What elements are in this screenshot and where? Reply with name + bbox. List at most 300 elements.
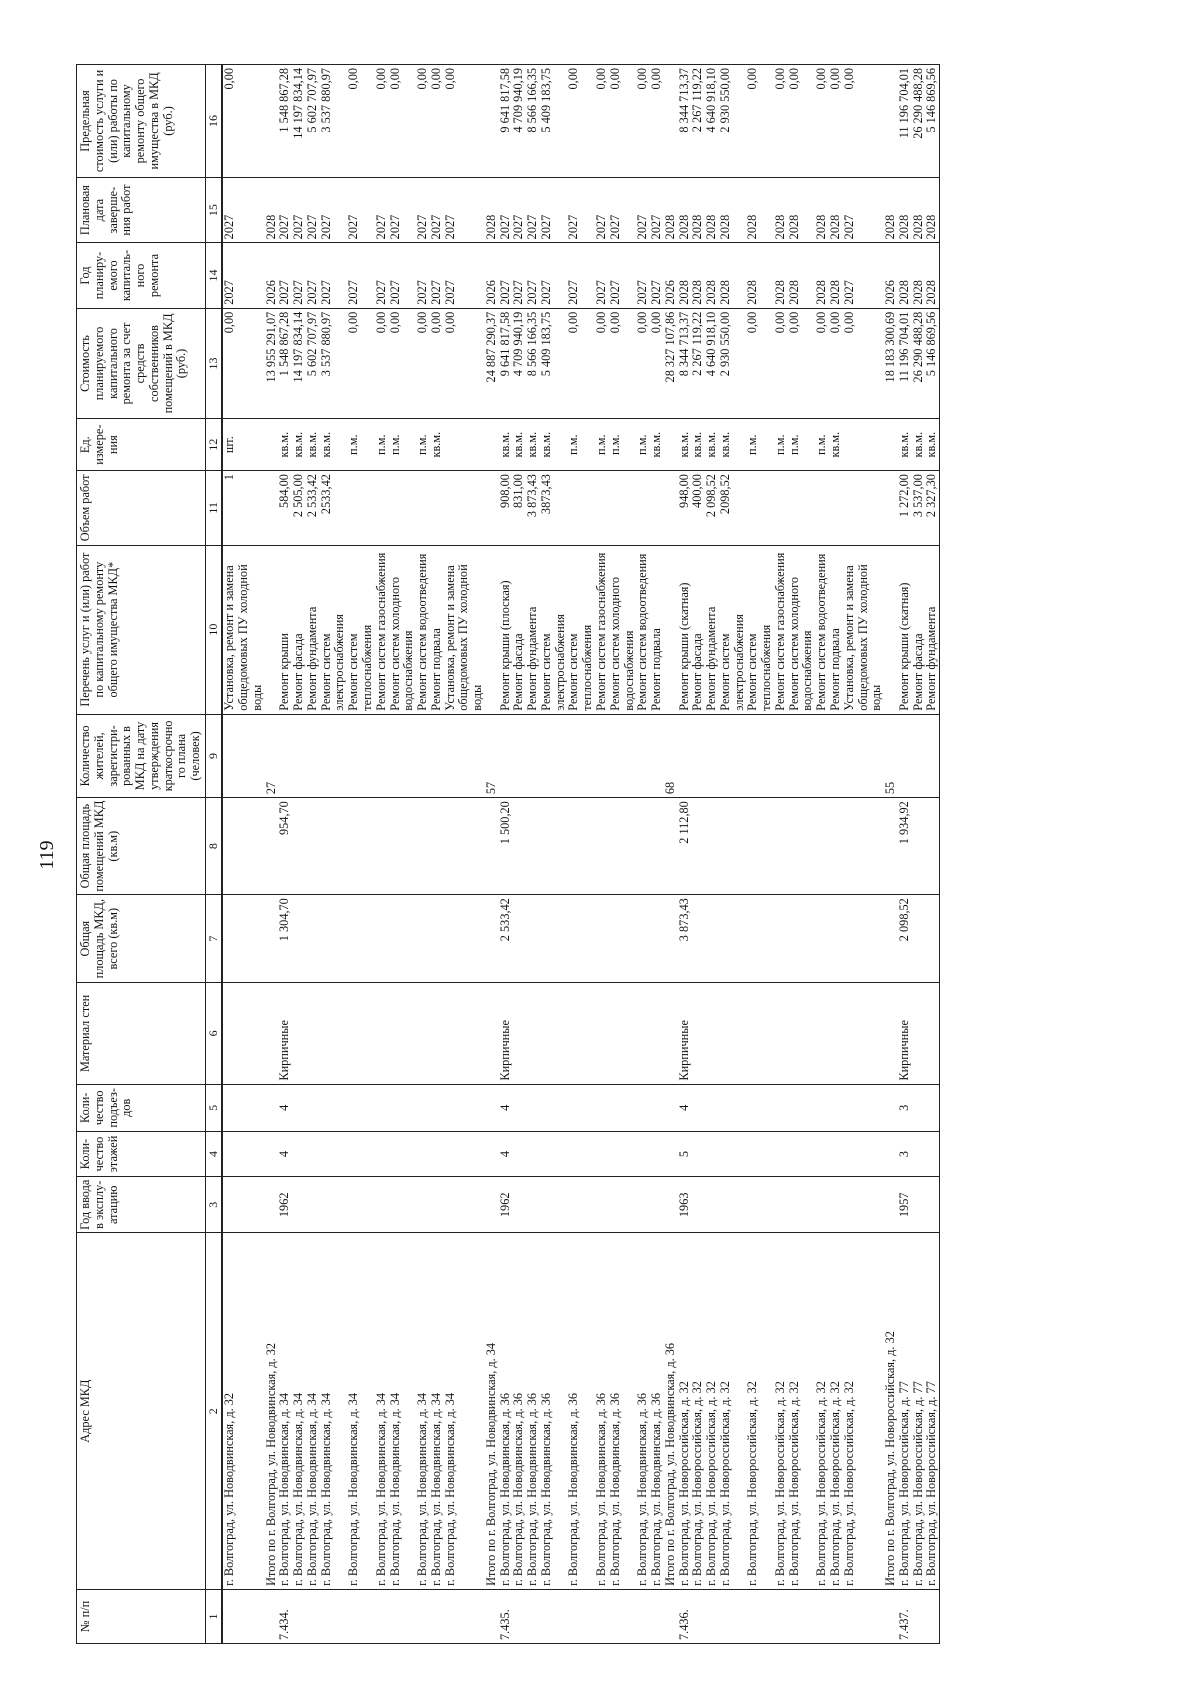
residents-cell: 68 [664, 714, 678, 797]
cost-cell: 0,00 [595, 308, 609, 419]
end-date-cell: 2028 [829, 177, 843, 242]
residents-cell [540, 714, 568, 797]
unit-cell [843, 419, 884, 471]
unit-cell: п.м. [609, 419, 637, 471]
max-cost-cell: 0,00 [774, 65, 788, 178]
header-row [77, 65, 206, 1644]
total-area-cell [705, 895, 719, 983]
max-cost-cell [265, 65, 279, 178]
cost-cell: 0,00 [788, 308, 816, 419]
unit-cell: п.м. [746, 419, 774, 471]
header-floors: Коли-чество этажей [77, 1131, 206, 1176]
plan-year-cell: 2028 [912, 243, 926, 308]
unit-cell: кв.м. [512, 419, 526, 471]
year-built-cell [595, 1177, 609, 1233]
unit-cell [485, 419, 499, 471]
residents-cell [430, 714, 444, 797]
residents-cell [746, 714, 774, 797]
row-number-cell [746, 1589, 774, 1643]
plan-year-cell: 2028 [719, 243, 747, 308]
address-cell: г. Волгоград, ул. Новороссийская, д. 77 [898, 1233, 912, 1589]
premises-area-cell [774, 798, 788, 895]
work-item-cell: Ремонт подвала [430, 545, 444, 714]
row-number-cell [774, 1589, 788, 1643]
address-cell: Итого по г. Волгоград, ул. Новодвинская, д. 32 [265, 1233, 279, 1589]
floors-cell [416, 1131, 430, 1176]
work-item-cell: Ремонт систем теплоснабжения [567, 545, 595, 714]
year-built-cell [664, 1177, 678, 1233]
address-cell: г. Волгоград, ул. Новороссийская, д. 32 [691, 1233, 705, 1589]
entrances-cell [912, 1084, 926, 1131]
volume-cell: 3 537,00 [912, 471, 926, 545]
plan-year-cell: 2028 [774, 243, 788, 308]
unit-cell: п.м. [815, 419, 829, 471]
plan-year-cell: 2027 [306, 243, 320, 308]
year-built-cell [636, 1177, 650, 1233]
header-unit: Ед. измере-ния [77, 419, 206, 471]
floors-cell: 4 [499, 1131, 513, 1176]
premises-area-cell [444, 798, 485, 895]
volume-cell [430, 471, 444, 545]
end-date-cell: 2027 [499, 177, 513, 242]
cost-cell: 0,00 [843, 308, 884, 419]
work-item-cell: Ремонт систем газоснабжения [375, 545, 389, 714]
year-built-cell [292, 1177, 306, 1233]
header-entrances: Коли-чество подъез-дов [77, 1084, 206, 1131]
volume-cell [416, 471, 430, 545]
wall-material-cell [884, 983, 898, 1085]
table-row [320, 65, 348, 1644]
floors-cell [540, 1131, 568, 1176]
plan-year-cell: 2027 [843, 243, 884, 308]
page-number: 119 [36, 840, 58, 870]
table-row [485, 65, 499, 1644]
column-number: 3 [205, 1177, 222, 1233]
wall-material-cell [375, 983, 389, 1085]
premises-area-cell [912, 798, 926, 895]
total-area-cell [526, 895, 540, 983]
residents-cell [499, 714, 513, 797]
premises-area-cell [375, 798, 389, 895]
plan-year-cell: 2028 [925, 243, 939, 308]
row-number-cell [636, 1589, 650, 1643]
premises-area-cell [540, 798, 568, 895]
premises-area-cell [389, 798, 417, 895]
entrances-cell [691, 1084, 705, 1131]
unit-cell: кв.м. [678, 419, 692, 471]
address-cell: г. Волгоград, ул. Новодвинская, д. 36 [650, 1233, 664, 1589]
plan-year-cell: 2027 [222, 243, 264, 308]
table-row [512, 65, 526, 1644]
total-area-cell: 2 533,42 [499, 895, 513, 983]
residents-cell [512, 714, 526, 797]
max-cost-cell [884, 65, 898, 178]
total-area-cell [925, 895, 939, 983]
residents-cell [912, 714, 926, 797]
work-item-cell: Ремонт систем теплоснабжения [347, 545, 375, 714]
table-row [278, 65, 292, 1644]
plan-year-cell: 2026 [485, 243, 499, 308]
table-row [678, 65, 692, 1644]
end-date-cell: 2028 [925, 177, 939, 242]
work-item-cell: Ремонт систем холодного водоснабжения [609, 545, 637, 714]
residents-cell [705, 714, 719, 797]
wall-material-cell [774, 983, 788, 1085]
total-area-cell [815, 895, 829, 983]
floors-cell [567, 1131, 595, 1176]
wall-material-cell [650, 983, 664, 1085]
entrances-cell: 4 [278, 1084, 292, 1131]
cost-cell: 2 930 550,00 [719, 308, 747, 419]
plan-year-cell: 2027 [347, 243, 375, 308]
row-number-cell [788, 1589, 816, 1643]
unit-cell [444, 419, 485, 471]
volume-cell: 1 272,00 [898, 471, 912, 545]
work-item-cell: Ремонт крыши (плоская) [499, 545, 513, 714]
column-number: 1 [205, 1589, 222, 1643]
floors-cell [512, 1131, 526, 1176]
end-date-cell: 2027 [320, 177, 348, 242]
unit-cell: кв.м. [719, 419, 747, 471]
max-cost-cell: 8 566 166,35 [526, 65, 540, 178]
volume-cell [265, 471, 279, 545]
year-built-cell [691, 1177, 705, 1233]
volume-cell: 400,00 [691, 471, 705, 545]
premises-area-cell [416, 798, 430, 895]
end-date-cell: 2028 [485, 177, 499, 242]
year-built-cell [222, 1177, 264, 1233]
year-built-cell: 1957 [898, 1177, 912, 1233]
max-cost-cell: 0,00 [222, 65, 264, 178]
work-item-cell: Ремонт систем электроснабжения [719, 545, 747, 714]
header-end-date: Плановая дата заверше-ния работ [77, 177, 206, 242]
residents-cell [375, 714, 389, 797]
column-number: 6 [205, 983, 222, 1085]
floors-cell [526, 1131, 540, 1176]
year-built-cell [416, 1177, 430, 1233]
entrances-cell [512, 1084, 526, 1131]
volume-cell: 2 533,42 [306, 471, 320, 545]
row-number-cell [512, 1589, 526, 1643]
unit-cell: кв.м. [278, 419, 292, 471]
max-cost-cell: 0,00 [389, 65, 417, 178]
floors-cell [265, 1131, 279, 1176]
end-date-cell: 2028 [884, 177, 898, 242]
work-item-cell: Ремонт систем газоснабжения [595, 545, 609, 714]
total-area-cell [389, 895, 417, 983]
entrances-cell [650, 1084, 664, 1131]
max-cost-cell: 0,00 [567, 65, 595, 178]
total-area-cell [884, 895, 898, 983]
max-cost-cell: 9 641 817,58 [499, 65, 513, 178]
wall-material-cell [306, 983, 320, 1085]
address-cell: г. Волгоград, ул. Новороссийская, д. 32 [774, 1233, 788, 1589]
entrances-cell [540, 1084, 568, 1131]
plan-year-cell: 2027 [375, 243, 389, 308]
plan-year-cell: 2027 [540, 243, 568, 308]
plan-year-cell: 2027 [609, 243, 637, 308]
year-built-cell: 1962 [499, 1177, 513, 1233]
residents-cell [925, 714, 939, 797]
cost-cell: 5 602 707,97 [306, 308, 320, 419]
plan-year-cell: 2027 [292, 243, 306, 308]
premises-area-cell [691, 798, 705, 895]
premises-area-cell: 2 112,80 [678, 798, 692, 895]
total-area-cell [567, 895, 595, 983]
cost-cell: 0,00 [416, 308, 430, 419]
end-date-cell: 2027 [843, 177, 884, 242]
volume-cell: 908,00 [499, 471, 513, 545]
plan-year-cell: 2027 [499, 243, 513, 308]
table-row [788, 65, 816, 1644]
entrances-cell [320, 1084, 348, 1131]
max-cost-cell: 0,00 [829, 65, 843, 178]
table-row [595, 65, 609, 1644]
max-cost-cell: 2 930 550,00 [719, 65, 747, 178]
table-row [705, 65, 719, 1644]
cost-cell: 24 887 290,37 [485, 308, 499, 419]
volume-cell [595, 471, 609, 545]
premises-area-cell [719, 798, 747, 895]
total-area-cell [416, 895, 430, 983]
residents-cell [222, 714, 264, 797]
total-area-cell [746, 895, 774, 983]
floors-cell [815, 1131, 829, 1176]
volume-cell [788, 471, 816, 545]
header-volume: Объем работ [77, 471, 206, 545]
max-cost-cell: 0,00 [746, 65, 774, 178]
floors-cell [485, 1131, 499, 1176]
table-row [347, 65, 375, 1644]
row-number-cell [609, 1589, 637, 1643]
table-row [636, 65, 650, 1644]
table-row [898, 65, 912, 1644]
table-row [306, 65, 320, 1644]
total-area-cell [636, 895, 650, 983]
entrances-cell [222, 1084, 264, 1131]
unit-cell: п.м. [636, 419, 650, 471]
cost-cell: 13 955 291,07 [265, 308, 279, 419]
max-cost-cell: 1 548 867,28 [278, 65, 292, 178]
end-date-cell: 2027 [430, 177, 444, 242]
year-built-cell [788, 1177, 816, 1233]
year-built-cell [512, 1177, 526, 1233]
plan-year-cell: 2027 [278, 243, 292, 308]
total-area-cell [292, 895, 306, 983]
residents-cell [320, 714, 348, 797]
column-number: 9 [205, 714, 222, 797]
premises-area-cell [636, 798, 650, 895]
premises-area-cell [609, 798, 637, 895]
entrances-cell: 3 [898, 1084, 912, 1131]
address-cell: г. Волгоград, ул. Новодвинская, д. 36 [526, 1233, 540, 1589]
entrances-cell [788, 1084, 816, 1131]
premises-area-cell [746, 798, 774, 895]
year-built-cell: 1962 [278, 1177, 292, 1233]
volume-cell [389, 471, 417, 545]
premises-area-cell [306, 798, 320, 895]
max-cost-cell [664, 65, 678, 178]
year-built-cell [774, 1177, 788, 1233]
unit-cell [884, 419, 898, 471]
plan-year-cell: 2027 [636, 243, 650, 308]
wall-material-cell [843, 983, 884, 1085]
total-area-cell [843, 895, 884, 983]
max-cost-cell: 0,00 [347, 65, 375, 178]
residents-cell [691, 714, 705, 797]
cost-cell: 0,00 [347, 308, 375, 419]
capital-repair-table [76, 64, 940, 1644]
volume-cell: 3873,43 [540, 471, 568, 545]
wall-material-cell [815, 983, 829, 1085]
floors-cell [664, 1131, 678, 1176]
unit-cell: кв.м. [306, 419, 320, 471]
cost-cell: 9 641 817,58 [499, 308, 513, 419]
work-item-cell: Ремонт систем водоотведения [815, 545, 829, 714]
floors-cell: 4 [278, 1131, 292, 1176]
max-cost-cell: 11 196 704,01 [898, 65, 912, 178]
entrances-cell [884, 1084, 898, 1131]
residents-cell [678, 714, 692, 797]
end-date-cell: 2027 [375, 177, 389, 242]
address-cell: г. Волгоград, ул. Новороссийская, д. 32 [678, 1233, 692, 1589]
volume-cell [746, 471, 774, 545]
row-number-cell [912, 1589, 926, 1643]
address-cell: г. Волгоград, ул. Новодвинская, д. 36 [636, 1233, 650, 1589]
end-date-cell: 2027 [650, 177, 664, 242]
cost-cell: 5 146 869,56 [925, 308, 939, 419]
table-row [540, 65, 568, 1644]
unit-cell: п.м. [774, 419, 788, 471]
plan-year-cell: 2028 [898, 243, 912, 308]
table-row [884, 65, 898, 1644]
table-row [815, 65, 829, 1644]
row-number-cell [843, 1589, 884, 1643]
floors-cell [306, 1131, 320, 1176]
total-area-cell [430, 895, 444, 983]
volume-cell: 2 505,00 [292, 471, 306, 545]
row-number-cell [650, 1589, 664, 1643]
wall-material-cell [912, 983, 926, 1085]
unit-cell: п.м. [595, 419, 609, 471]
end-date-cell: 2027 [347, 177, 375, 242]
header-total-area: Общая площадь МКД, всего (кв.м) [77, 895, 206, 983]
row-number-cell [691, 1589, 705, 1643]
work-item-cell: Установка, ремонт и замена общедомовых ПУ холодной воды [444, 545, 485, 714]
residents-cell [278, 714, 292, 797]
wall-material-cell [320, 983, 348, 1085]
row-number-cell: 7.434. [278, 1589, 292, 1643]
table-row [375, 65, 389, 1644]
address-cell: г. Волгоград, ул. Новодвинская, д. 36 [512, 1233, 526, 1589]
year-built-cell [567, 1177, 595, 1233]
column-number: 2 [205, 1233, 222, 1589]
entrances-cell [925, 1084, 939, 1131]
address-cell: Итого по г. Волгоград, ул. Новодвинская, д. 34 [485, 1233, 499, 1589]
table-row [843, 65, 884, 1644]
end-date-cell: 2027 [595, 177, 609, 242]
total-area-cell [595, 895, 609, 983]
cost-cell: 14 197 834,14 [292, 308, 306, 419]
wall-material-cell [389, 983, 417, 1085]
entrances-cell [595, 1084, 609, 1131]
max-cost-cell: 4 709 940,19 [512, 65, 526, 178]
table-row [222, 65, 264, 1644]
end-date-cell: 2027 [416, 177, 430, 242]
table-row [609, 65, 637, 1644]
header-residents: Количество жителей, зарегистри-рованных в МКД на дату утверждения краткосрочно го плана (человек) [77, 714, 206, 797]
table-row [389, 65, 417, 1644]
entrances-cell [719, 1084, 747, 1131]
column-number: 13 [205, 308, 222, 419]
cost-cell: 0,00 [389, 308, 417, 419]
row-number-cell [265, 1589, 279, 1643]
residents-cell: 27 [265, 714, 279, 797]
table-body [222, 65, 939, 1644]
entrances-cell: 4 [499, 1084, 513, 1131]
work-item-cell: Ремонт фундамента [925, 545, 939, 714]
header-address: Адрес МКД [77, 1233, 206, 1589]
entrances-cell [485, 1084, 499, 1131]
header-cost: Стоимость планируемого капитального ремонта за счет средств собственников помещений в МКД (руб.) [77, 308, 206, 419]
year-built-cell [389, 1177, 417, 1233]
unit-cell: п.м. [347, 419, 375, 471]
row-number-cell [567, 1589, 595, 1643]
cost-cell: 0,00 [567, 308, 595, 419]
max-cost-cell: 26 290 488,28 [912, 65, 926, 178]
table-row [719, 65, 747, 1644]
table-row [292, 65, 306, 1644]
plan-year-cell: 2027 [320, 243, 348, 308]
floors-cell: 3 [898, 1131, 912, 1176]
total-area-cell [540, 895, 568, 983]
volume-cell: 2533,42 [320, 471, 348, 545]
wall-material-cell [925, 983, 939, 1085]
residents-cell [843, 714, 884, 797]
total-area-cell [306, 895, 320, 983]
cost-cell: 18 183 300,69 [884, 308, 898, 419]
cost-cell: 0,00 [636, 308, 650, 419]
row-number-cell [925, 1589, 939, 1643]
work-item-cell: Ремонт подвала [650, 545, 664, 714]
wall-material-cell [567, 983, 595, 1085]
total-area-cell [609, 895, 637, 983]
work-item-cell: Ремонт систем газоснабжения [774, 545, 788, 714]
residents-cell [347, 714, 375, 797]
max-cost-cell: 0,00 [609, 65, 637, 178]
wall-material-cell [691, 983, 705, 1085]
entrances-cell [774, 1084, 788, 1131]
plan-year-cell: 2028 [691, 243, 705, 308]
floors-cell [829, 1131, 843, 1176]
premises-area-cell [265, 798, 279, 895]
column-number: 8 [205, 798, 222, 895]
max-cost-cell: 2 267 119,22 [691, 65, 705, 178]
year-built-cell [306, 1177, 320, 1233]
address-cell: г. Волгоград, ул. Новодвинская, д. 34 [306, 1233, 320, 1589]
entrances-cell [347, 1084, 375, 1131]
floors-cell [843, 1131, 884, 1176]
year-built-cell [540, 1177, 568, 1233]
table-row [829, 65, 843, 1644]
address-cell: г. Волгоград, ул. Новодвинская, д. 36 [595, 1233, 609, 1589]
row-number-cell [705, 1589, 719, 1643]
max-cost-cell: 0,00 [444, 65, 485, 178]
work-item-cell: Ремонт систем холодного водоснабжения [389, 545, 417, 714]
address-cell: Итого по г. Волгоград, ул. Новороссийская, д. 32 [884, 1233, 898, 1589]
unit-cell: п.м. [389, 419, 417, 471]
work-item-cell: Ремонт фасада [912, 545, 926, 714]
